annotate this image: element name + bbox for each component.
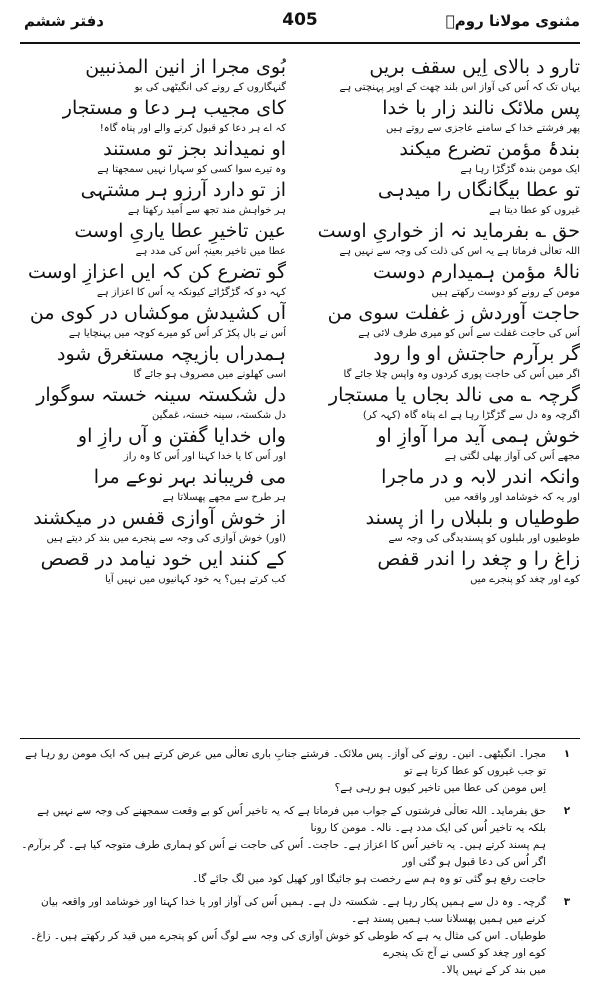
right-column	[318, 54, 580, 587]
verse-translation: اور یہ کہ خوشامد اور واقعہ میں	[444, 492, 580, 503]
footnote-number: ۲	[563, 805, 571, 817]
verse-translation: (اور) خوش آوازی کی وجہ سے پنجرے میں بند کر دیتے ہیں	[46, 533, 286, 544]
verse-line: آں کشیدش موکشاں در کوی من	[29, 302, 286, 324]
verse-line: حاجت آوردش ز غفلت سوی من	[327, 302, 580, 324]
verse-line: پس ملائک نالند زار با خدا	[382, 97, 580, 119]
verse-translation: اور اُس کا یا خدا کہنا اور اُس کا وہ راز	[123, 451, 286, 462]
verse-line: از خوش آوازی قفس در میکشند	[33, 507, 286, 529]
footnote	[20, 803, 580, 888]
verse-line: تو عطا بیگانگاں را میدہی	[377, 179, 580, 201]
verse-line: تارو د بالای اِیں سقف بریں	[369, 56, 580, 78]
verse-translation: اُس نے بال پکڑ کر اُس کو میرے کوچہ میں پہنچایا ہے	[68, 328, 286, 339]
verse-line: گو تضرع کن کہ ایں اعزازِ اوست	[28, 261, 286, 283]
verse-translation: اُس کی حاجت غفلت سے اُس کو میری طرف لائی ہے	[358, 328, 580, 339]
verse-line: حق ؎ بفرماید نہ از خواریِ اوست	[318, 220, 580, 242]
verse-translation: مجھے اُس کی آواز بھلی لگتی ہے	[444, 451, 580, 462]
verse-translation: گنہگاروں کے رونے کی انگیٹھی کی بو	[134, 82, 286, 93]
verse-translation: مومن کے رونے کو دوست رکھتے ہیں	[431, 287, 580, 298]
footnote-line: حق بفرماید۔ اللہ تعالٰی فرشتوں کے جواب میں فرماتا ہے کہ یہ تاخیر اُس کو بے وقعت سمجھنے کی وجہ سے نہیں ہے بلکہ یہ تاخیر اُس کی ایک مدد ہے۔ نالہ۔ مومن کا رونا	[37, 805, 546, 834]
verse-line: عین تاخیرِ عطا یاریِ اوست	[74, 220, 286, 242]
left-column	[24, 54, 286, 587]
verse-line: از تو دارد آرزو ہر مشتہی	[80, 179, 286, 201]
verse-translation: دل شکستہ، سینہ خستہ، غمگین	[151, 410, 286, 421]
verse-line: نالۂ مؤمن ہمیدارم دوست	[372, 261, 580, 283]
footnote-number: ۱	[563, 748, 571, 760]
verse-line: کے کنند ایں خود نیامد در قصص	[40, 548, 286, 570]
verse-line: ہمدراں بازیچہ مستغرق شود	[56, 343, 286, 365]
footnote-rule	[20, 738, 580, 739]
verse-translation: غیروں کو عطا دیتا ہے	[489, 205, 580, 216]
verse-translation: ہر طرح سے مجھے پھسلاتا ہے	[162, 492, 286, 503]
verse-translation: یہاں تک کہ اُس کی آواز اس بلند چھت کے اوپر پہنچتی ہے	[339, 82, 580, 93]
footnote-line: اِس مومن کی عطا میں تاخیر کیوں ہو رہی ہے؟	[334, 782, 546, 794]
verse-line: خوش ہمی آید مرا آوازِ او	[377, 425, 580, 447]
footnote-line: گرچہ۔ وہ دل سے ہمیں پکار رہا ہے۔ شکستہ دل ہے۔ ہمیں اُس کی آواز اور یا خدا کہنا اور خوشامد اور واقعہ بیان کرنے میں ہمیں پھسلانا سب ہمیں پسند ہے۔	[41, 896, 546, 925]
verse-line: کای مجیب ہر دعا و مستجار	[62, 97, 286, 119]
verse-columns	[24, 54, 580, 734]
footnote-line: طوطیاں۔ اس کی مثال یہ ہے کہ طوطی کو خوش آوازی کی وجہ سے لوگ اُس کو پنجرے میں قید کر رکھتے ہیں۔ زاغ۔ کوے اور چغد کو کسی نے آج تک پنجرے	[30, 930, 546, 959]
footnotes	[20, 746, 580, 985]
header-rule	[20, 42, 580, 44]
verse-translation: اگرچہ وہ دل سے گڑگڑا رہا ہے اے پناہ گاہ (کہہ کر)	[362, 410, 580, 421]
verse-translation: کوے اور چغد کو پنجرے میں	[470, 574, 580, 585]
volume-label: دفتر ششم	[24, 12, 104, 30]
verse-translation: طوطیوں اور بلبلوں کو پسندیدگی کی وجہ سے	[388, 533, 580, 544]
verse-translation: وہ تیرے سوا کسی کو سہارا نہیں سمجھتا ہے	[97, 164, 286, 175]
verse-translation: عطا میں تاخیر بعینہٖ اُس کی مدد ہے	[135, 246, 286, 257]
verse-line: گرچہ ؎ می نالد بجاں یا مستجار	[328, 384, 580, 406]
verse-line: وانکہ اندر لابہ و در ماجرا	[381, 466, 580, 488]
verse-translation: کہہ دو کہ گڑگڑائے کیونکہ یہ اُس کا اعزاز ہے	[96, 287, 286, 298]
verse-line: بندۂ مؤمن تضرع میکند	[399, 138, 580, 160]
verse-line: زاغ را و چغد را اندر قفص	[377, 548, 580, 570]
verse-line: گر برآرم حاجتش او وا رود	[373, 343, 580, 365]
verse-translation: ایک مومن بندہ گڑگڑا رہا ہے	[460, 164, 580, 175]
footnote	[20, 894, 580, 979]
verse-translation: ہر خواہش مند تجھ سے اُمید رکھتا ہے	[127, 205, 286, 216]
verse-translation: کہ اے ہر دعا کو قبول کرنے والے اور پناہ گاہ!	[99, 123, 286, 134]
footnote-line: مجرا۔ انگیٹھی۔ انین۔ رونے کی آواز۔ پس ملائک۔ فرشتے جنابِ باری تعالٰی میں عرض کرتے ہیں کہ ایک مومن رو رہا ہے تو جب غیروں کو عطا کرتا ہے تو	[25, 748, 546, 777]
footnote-line: حاجت رفع ہو گئی تو وہ ہم سے رخصت ہو جائیگا اور کھیل کود میں لگ جائے گا۔	[191, 873, 546, 885]
verse-line: بُوی مجرا از انین المذنبین	[85, 56, 286, 78]
footnote-line: میں بند کر کے نہیں پالا۔	[440, 964, 546, 976]
footnote-number: ۳	[563, 896, 571, 908]
verse-line: او نمیداند بجز تو مستند	[103, 138, 286, 160]
verse-line: دل شکستہ سینہ خستہ سوگوار	[36, 384, 286, 406]
page-header	[0, 0, 600, 34]
verse-translation: کب کرتے ہیں؟ یہ خود کہانیوں میں نہیں آیا	[104, 574, 286, 585]
verse-translation: پھر فرشتے خدا کے سامنے عاجزی سے روتے ہیں	[386, 123, 580, 134]
footnote-line: ہم پسند کرتے ہیں۔ یہ تاخیر اُس کا اعزاز ہے۔ حاجت۔ اُس کی حاجت نے اُس کو ہماری طرف متوجہ کیا ہے۔ گر برآرم۔ اگر اُس کی دعا قبول ہو گئی اور	[21, 839, 546, 868]
verse-translation: اللہ تعالٰی فرماتا ہے یہ اس کی ذلت کی وجہ سے نہیں ہے	[339, 246, 580, 257]
page-number: 405	[282, 10, 318, 30]
footnote	[20, 746, 580, 797]
book-title: مثنوی مولانا رومؒ	[445, 12, 580, 30]
verse-line: واں خدایا گفتن و آں رازِ او	[77, 425, 286, 447]
verse-translation: اگر میں اُس کی حاجت پوری کردوں وہ واپس چلا جائے گا	[343, 369, 580, 380]
verse-translation: اسی کھلونے میں مصروف ہو جائے گا	[133, 369, 286, 380]
verse-line: می فریباند بہر نوعے مرا	[93, 466, 286, 488]
verse-line: طوطیاں و بلبلاں را از پسند	[365, 507, 580, 529]
